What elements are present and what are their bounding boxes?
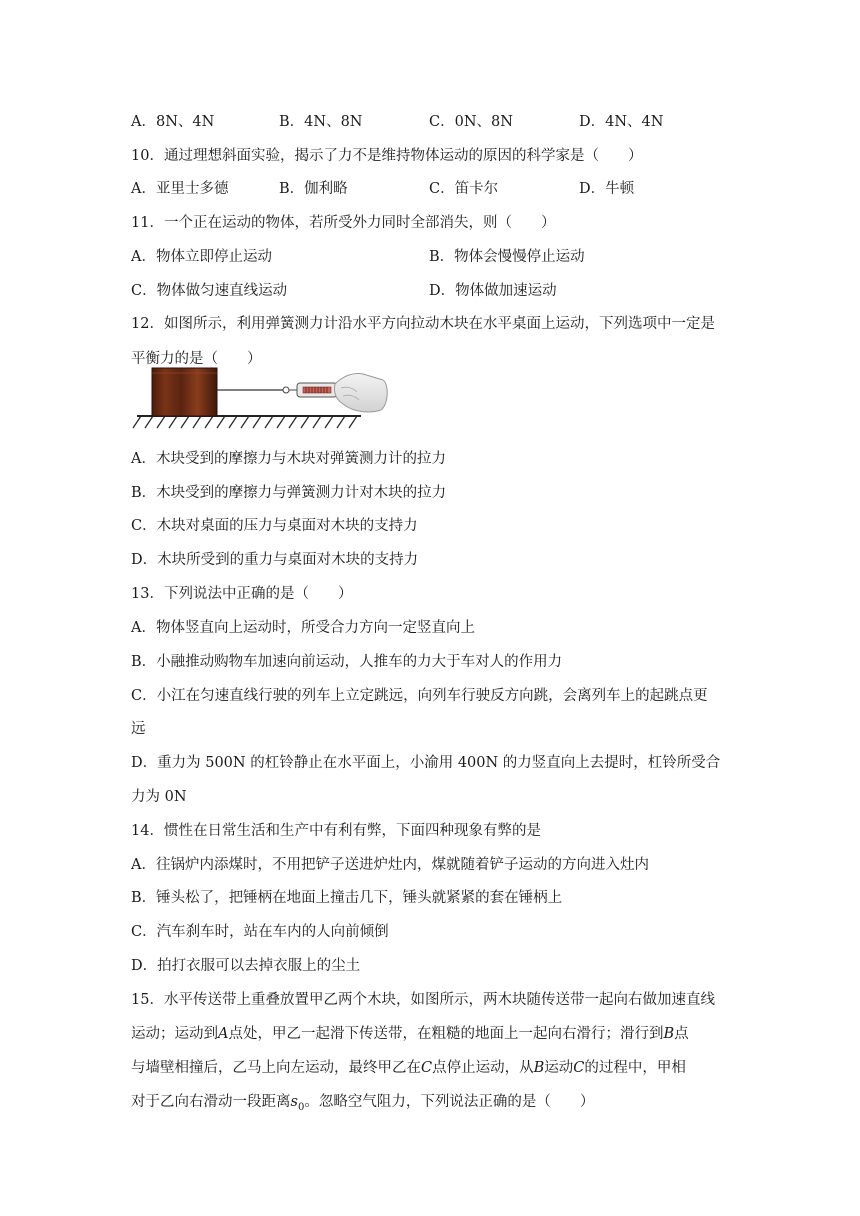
- spring-scale: [283, 383, 337, 397]
- q11-option-a: A．物体立即停止运动: [131, 249, 272, 265]
- q13-option-c-line1: C．小江在匀速直线行驶的列车上立定跳远，向列车行驶反方向跳，会离列车上的起跳点更: [131, 688, 708, 704]
- q13-stem: 13．下列说法中正确的是（ ）: [131, 586, 353, 602]
- q9-option-c: C．0N、8N: [429, 114, 513, 130]
- q10-option-d: D．牛顿: [579, 181, 635, 197]
- q9-option-a: A．8N、4N: [131, 114, 215, 130]
- q11-option-b: B．物体会慢慢停止运动: [429, 249, 585, 265]
- q14-option-b: B．锤头松了，把锤柄在地面上撞击几下，锤头就紧紧的套在锤柄上: [131, 890, 563, 906]
- q13-option-d-line2: 力为 0N: [131, 789, 187, 805]
- q11-stem: 11．一个正在运动的物体，若所受外力同时全部消失，则（ ）: [131, 215, 556, 231]
- q12-stem-line2: 平衡力的是（ ）: [131, 351, 262, 367]
- distance-symbol: s: [290, 1094, 298, 1110]
- q12-option-b: B．木块受到的摩擦力与弹簧测力计对木块的拉力: [131, 485, 447, 501]
- q12-option-a: A．木块受到的摩擦力与木块对弹簧测力计的拉力: [131, 451, 446, 467]
- q9-option-d: D．4N、4N: [579, 114, 664, 130]
- block-spring-scale-figure: [131, 350, 391, 436]
- point-c-label: C: [573, 1060, 585, 1076]
- q15-stem-line2: 运动；运动到A点处，甲乙一起滑下传送带，在粗糙的地面上一起向右滑行；滑行到B点: [131, 1026, 689, 1042]
- q14-option-c: C．汽车刹车时，站在车内的人向前倾倒: [131, 924, 389, 940]
- hand: [334, 373, 387, 412]
- q12-stem-line1: 12．如图所示，利用弹簧测力计沿水平方向拉动木块在水平桌面上运动，下列选项中一定是: [131, 316, 715, 332]
- q14-stem: 14．惯性在日常生活和生产中有利有弊，下面四种现象有弊的是: [131, 823, 541, 839]
- q9-option-b: B．4N、8N: [279, 114, 363, 130]
- point-a-label: A: [218, 1026, 229, 1042]
- q13-option-c-line2: 远: [131, 721, 146, 737]
- q13-option-b: B．小融推动购物车加速向前运动，人推车的力大于车对人的作用力: [131, 654, 563, 670]
- point-b-label: B: [533, 1060, 545, 1076]
- q15-stem-line3: 与墙壁相撞后，乙马上向左运动，最终甲乙在C点停止运动，从B运动C的过程中，甲相: [131, 1060, 686, 1076]
- q11-option-d: D．物体做加速运动: [429, 283, 557, 299]
- q14-option-a: A．往锅炉内添煤时，不用把铲子送进炉灶内，煤就随着铲子运动的方向进入灶内: [131, 857, 649, 873]
- q10-option-c: C．笛卡尔: [429, 181, 499, 197]
- q10-option-b: B．伽利略: [279, 181, 348, 197]
- q13-option-a: A．物体竖直向上运动时，所受合力方向一定竖直向上: [131, 620, 475, 636]
- point-b-label: B: [663, 1026, 675, 1042]
- q11-option-c: C．物体做匀速直线运动: [131, 283, 288, 299]
- q10-stem: 10．通过理想斜面实验，揭示了力不是维持物体运动的原因的科学家是（ ）: [131, 148, 643, 164]
- q12-option-c: C．木块对桌面的压力与桌面对木块的支持力: [131, 518, 418, 534]
- q12-option-d: D．木块所受到的重力与桌面对木块的支持力: [131, 552, 419, 568]
- q10-option-a: A．亚里士多德: [131, 181, 229, 197]
- q14-option-d: D．拍打衣服可以去掉衣服上的尘土: [131, 958, 361, 974]
- q13-option-d-line1: D．重力为 500N 的杠铃静止在水平面上，小渝用 400N 的力竖直向上去提时，杠铃所受合: [131, 755, 721, 771]
- q15-stem-line4: 对于乙向右滑动一段距离$s_0$。忽略空气阻力，下列说法正确的是（ ）: [131, 1094, 595, 1113]
- point-c-label: C: [421, 1060, 433, 1076]
- table-hatching: [133, 416, 357, 428]
- q15-stem-line1: 15．水平传送带上重叠放置甲乙两个木块，如图所示，两木块随传送带一起向右做加速直线: [131, 992, 715, 1008]
- wooden-block: [152, 368, 217, 416]
